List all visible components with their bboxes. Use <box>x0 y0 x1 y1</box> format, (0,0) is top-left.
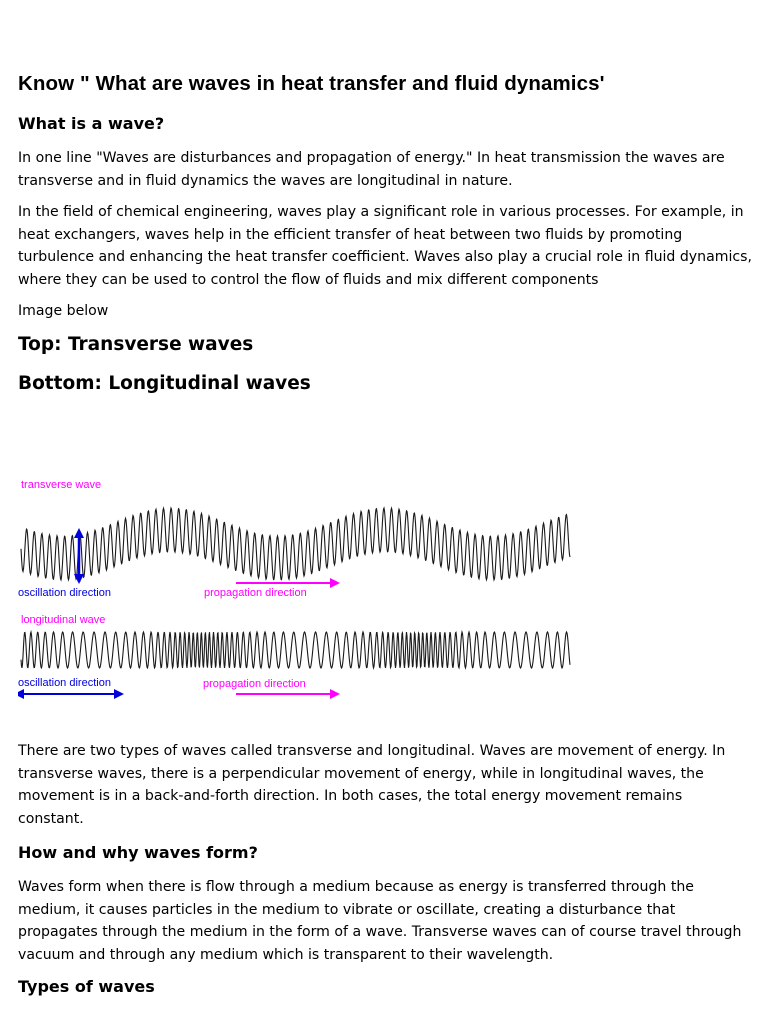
longitudinal-wave-line <box>21 632 570 668</box>
transverse-wave-line <box>21 508 570 580</box>
image-below-note: Image below <box>18 303 109 319</box>
what-is-a-wave-heading: What is a wave? <box>18 114 165 133</box>
bottom-caption: Bottom: Longitudinal waves <box>18 373 311 394</box>
transverse-wave-label: transverse wave <box>21 479 102 491</box>
propagation-direction-label-top: propagation direction <box>204 587 307 599</box>
oscillation-direction-label-top: oscillation direction <box>18 587 111 599</box>
types-of-waves-heading: Types of waves <box>18 977 155 996</box>
chemical-engineering-paragraph: In the field of chemical engineering, waves play a significant role in various processes. For example, in heat exchangers, waves help in the efficient transfer of heat between two fluids by promoting turbulence and enhancing the heat transfer coefficient. Waves also play a crucial role in fluid dynamics, where they can be used to control the flow of fluids and mix different components <box>18 204 752 288</box>
how-waves-form-paragraph: Waves form when there is flow through a medium because as energy is transferred through the medium, it causes particles in the medium to vibrate or oscillate, creating a disturbance that propagates through the medium in the form of a wave. Transverse waves can of course travel through vacuum and through any medium which is transparent to their wavelength. <box>18 879 742 963</box>
definition-paragraph: In one line "Waves are disturbances and propagation of energy." In heat transmission the waves are transverse and in fluid dynamics the waves are longitudinal in nature. <box>18 150 725 189</box>
oscillation-direction-label-bottom: oscillation direction <box>18 677 111 689</box>
wave-types-paragraph: There are two types of waves called transverse and longitudinal. Waves are movement of energy. In transverse waves, there is a perpendicular movement of energy, while in longitudinal waves, the movement is in a back-and-forth direction. In both cases, the total energy movement remains constant. <box>18 743 726 827</box>
top-caption: Top: Transverse waves <box>18 334 254 355</box>
wave-diagram <box>18 472 588 704</box>
longitudinal-wave-label: longitudinal wave <box>21 614 106 626</box>
document-title: Know " What are waves in heat transfer and fluid dynamics' <box>18 72 605 95</box>
propagation-direction-label-bottom: propagation direction <box>203 678 306 690</box>
how-waves-form-heading: How and why waves form? <box>18 843 258 862</box>
